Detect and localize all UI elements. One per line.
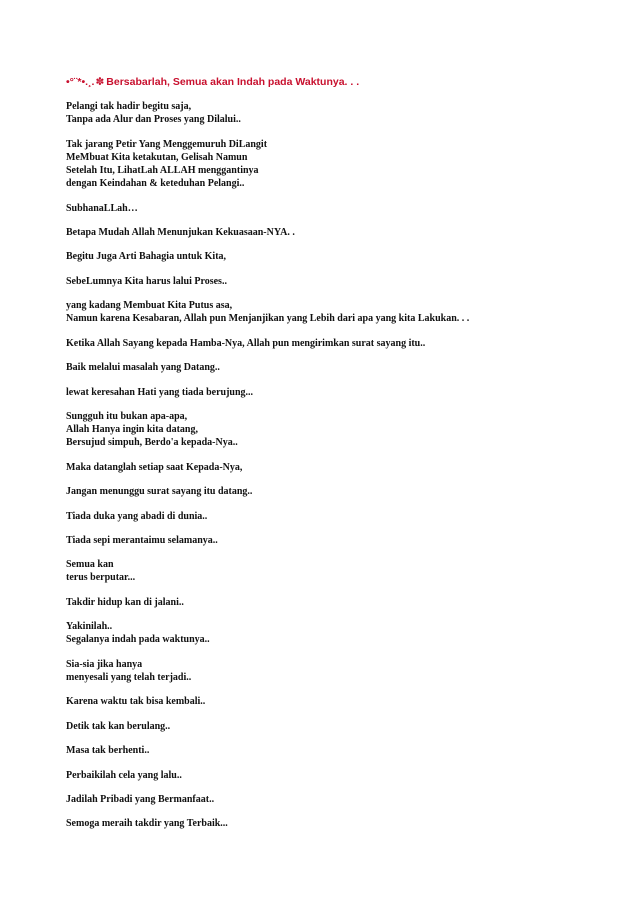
stanza [66,299,626,325]
text-line: Tanpa ada Alur dan Proses yang Dilalui.. [66,114,241,126]
text-line: terus berputar... [66,572,136,584]
document-page [66,76,626,842]
text-line: Maka datanglah setiap saat Kepada-Nya, [66,461,243,473]
stanza [66,695,626,708]
stanza [66,817,626,830]
stanza [66,485,626,498]
text-line: Jadilah Pribadi yang Bermanfaat.. [66,794,215,806]
stanza [66,138,626,191]
document-title [66,76,626,89]
text-line: Sia-sia jika hanya [66,658,143,670]
stanza [66,100,626,126]
document-body [66,100,626,831]
text-line: SebeLumnya Kita harus lalui Proses.. [66,275,227,287]
text-line: menyesali yang telah terjadi.. [66,672,192,684]
text-line: Allah Hanya ingin kita datang, [66,424,198,436]
stanza [66,386,626,399]
text-line: Tiada duka yang abadi di dunia.. [66,510,208,522]
text-line: Ketika Allah Sayang kepada Hamba-Nya, Allah pun mengirimkan surat sayang itu.. [66,337,426,349]
text-line: Perbaikilah cela yang lalu.. [66,769,182,781]
text-line: dengan Keindahan & keteduhan Pelangi.. [66,178,245,190]
stanza [66,410,626,450]
text-line: Semoga meraih takdir yang Terbaik... [66,818,228,830]
text-line: lewat keresahan Hati yang tiada berujung... [66,386,254,398]
text-line: Takdir hidup kan di jalani.. [66,596,184,608]
text-line: Pelangi tak hadir begitu saja, [66,101,192,112]
title-ornament: •°¨*•.¸. [66,76,95,88]
stanza [66,361,626,374]
stanza [66,720,626,733]
stanza [66,793,626,806]
stanza [66,558,626,584]
stanza [66,620,626,646]
text-line: Detik tak kan berulang.. [66,720,171,732]
flower-icon: ✽ [95,76,105,88]
stanza [66,769,626,782]
text-line: Sungguh itu bukan apa-apa, [66,410,188,422]
text-line: Yakinilah.. [66,621,113,633]
text-line: Tak jarang Petir Yang Menggemuruh DiLangit [66,138,268,150]
stanza [66,275,626,288]
text-line: Jangan menunggu surat sayang itu datang.. [66,486,253,498]
text-line: Bersujud simpuh, Berdo'a kepada-Nya.. [66,437,238,449]
title-text: Bersabarlah, Semua akan Indah pada Waktunya. . . [106,76,360,88]
stanza [66,226,626,239]
text-line: Segalanya indah pada waktunya.. [66,634,210,646]
text-line: Namun karena Kesabaran, Allah pun Menjanjikan yang Lebih dari apa yang kita Lakukan. . . [66,313,470,325]
stanza [66,596,626,609]
stanza [66,250,626,263]
text-line: Begitu Juga Arti Bahagia untuk Kita, [66,251,227,263]
text-line: Setelah Itu, LihatLah ALLAH menggantinya [66,165,259,176]
text-line: MeMbuat Kita ketakutan, Gelisah Namun [66,151,248,163]
text-line: Semua kan [66,559,114,571]
text-line: Masa tak berhenti.. [66,745,150,757]
text-line: yang kadang Membuat Kita Putus asa, [66,300,233,312]
text-line: Tiada sepi merantaimu selamanya.. [66,534,218,546]
text-line: Karena waktu tak bisa kembali.. [66,696,206,708]
stanza [66,534,626,547]
stanza [66,658,626,684]
stanza [66,510,626,523]
stanza [66,461,626,474]
stanza [66,337,626,350]
text-line: Baik melalui masalah yang Datang.. [66,362,220,374]
text-line: Betapa Mudah Allah Menunjukan Kekuasaan-NYA. . [66,226,295,238]
text-line: SubhanaLLah… [66,202,138,214]
stanza [66,202,626,215]
stanza [66,744,626,757]
